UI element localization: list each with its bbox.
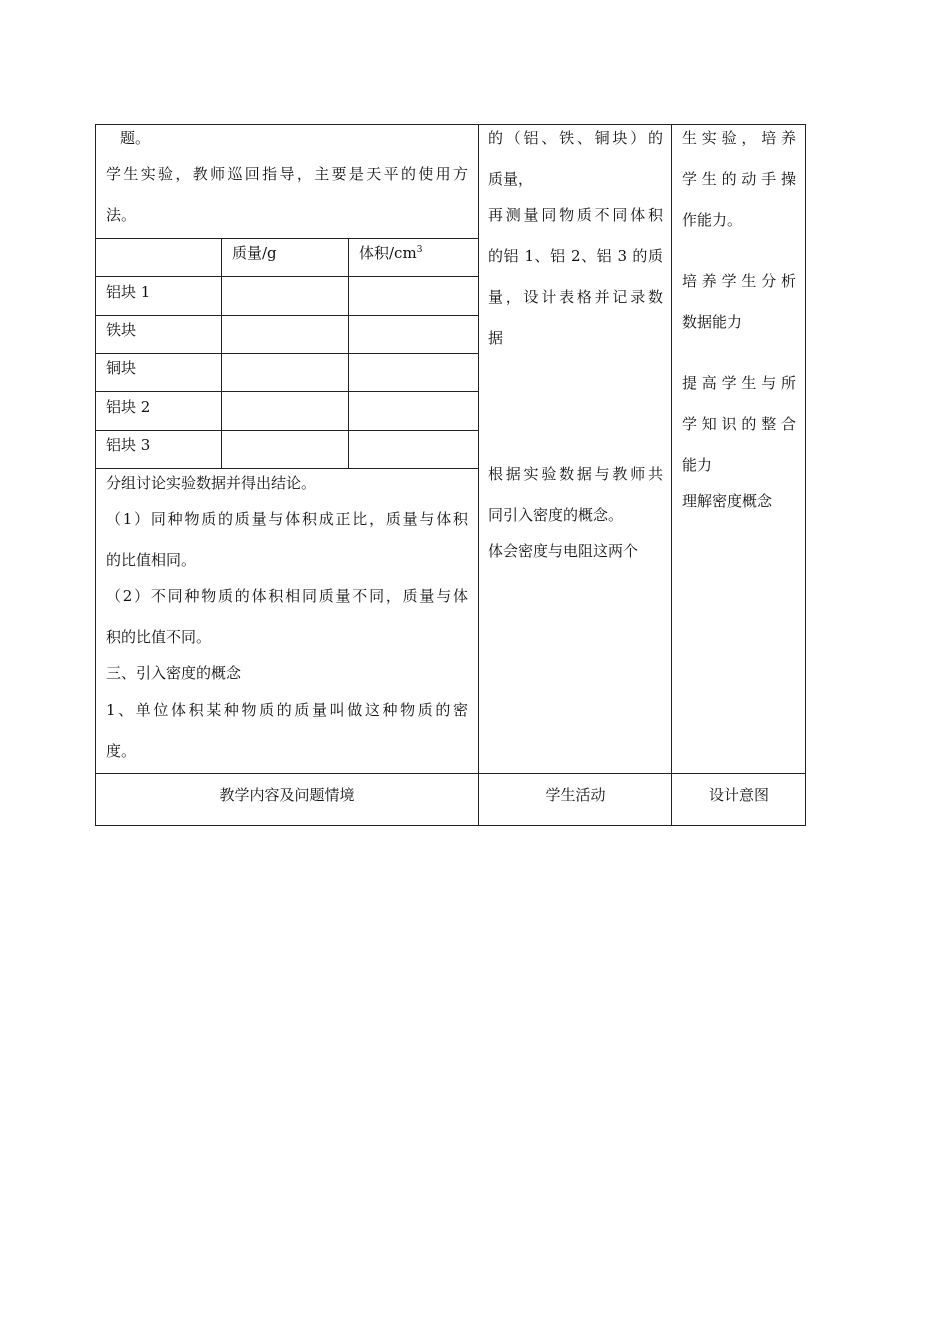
paragraph-line: 1、单位体积某种物质的质量叫做这种物质的密 xyxy=(106,701,468,719)
activity-line: 再测量同物质不同体积 xyxy=(488,206,663,224)
paragraph-line: 法。 xyxy=(106,206,137,224)
paragraph-line: 分组讨论实验数据并得出结论。 xyxy=(106,474,317,492)
table-row-label: 铁块 xyxy=(106,321,137,339)
inner-table-line xyxy=(95,276,479,277)
activity-line: 的（铝、铁、铜块）的 xyxy=(488,129,663,147)
paragraph-line: （2）不同种物质的体积相同质量不同，质量与体 xyxy=(106,587,468,605)
intent-line: 提高学生与所 xyxy=(682,374,796,392)
table-row-label: 铜块 xyxy=(106,359,137,377)
paragraph-line: 度。 xyxy=(106,742,137,760)
activity-line: 的铝 1、铝 2、铝 3 的质 xyxy=(488,247,663,265)
activity-line: 根据实验数据与教师共 xyxy=(488,465,663,483)
inner-table-line xyxy=(221,238,222,469)
table-header-volume: 体积$/cm^3$ xyxy=(359,244,423,262)
activity-line: 同引入密度的概念。 xyxy=(488,506,624,524)
activity-line: 据 xyxy=(488,329,504,347)
intent-line: 能力 xyxy=(682,456,713,474)
inner-table-line xyxy=(95,315,479,316)
paragraph-line: （1）同种物质的质量与体积成正比，质量与体积 xyxy=(106,510,468,528)
activity-line: 量，设计表格并记录数 xyxy=(488,288,663,306)
paragraph-line: 积的比值不同。 xyxy=(106,628,212,646)
table-row-label: 铝块 1 xyxy=(106,283,151,301)
table-header-mass: 质量/g xyxy=(232,244,277,262)
intent-line: 培养学生分析 xyxy=(682,272,796,290)
intent-line: 理解密度概念 xyxy=(682,492,773,510)
inner-table-line xyxy=(95,430,479,431)
footer-col-intent: 设计意图 xyxy=(708,786,769,804)
intent-line: 学知识的整合 xyxy=(682,415,796,433)
paragraph-line: 的比值相同。 xyxy=(106,551,197,569)
inner-table-line xyxy=(95,391,479,392)
intent-line: 学生的动手操 xyxy=(682,170,796,188)
column-divider xyxy=(671,124,672,826)
table-row-label: 铝块 2 xyxy=(106,398,151,416)
activity-line: 质量， xyxy=(488,170,534,188)
column-divider xyxy=(478,124,479,826)
inner-table-line xyxy=(95,468,479,469)
section-heading: 三、引入密度的概念 xyxy=(106,664,242,682)
activity-line: 体会密度与电阻这两个 xyxy=(488,542,639,560)
inner-table-line xyxy=(95,238,479,239)
intent-line: 数据能力 xyxy=(682,313,743,331)
inner-table-line xyxy=(348,238,349,469)
continued-text: 题。 xyxy=(120,129,151,147)
footer-col-content: 教学内容及问题情境 xyxy=(219,786,355,804)
inner-table-line xyxy=(95,353,479,354)
footer-divider xyxy=(95,773,806,774)
footer-col-activity: 学生活动 xyxy=(545,786,606,804)
intent-line: 生实验，培养 xyxy=(682,129,796,147)
table-row-label: 铝块 3 xyxy=(106,436,151,454)
intent-line: 作能力。 xyxy=(682,211,743,229)
paragraph-line: 学生实验，教师巡回指导，主要是天平的使用方 xyxy=(106,165,468,183)
